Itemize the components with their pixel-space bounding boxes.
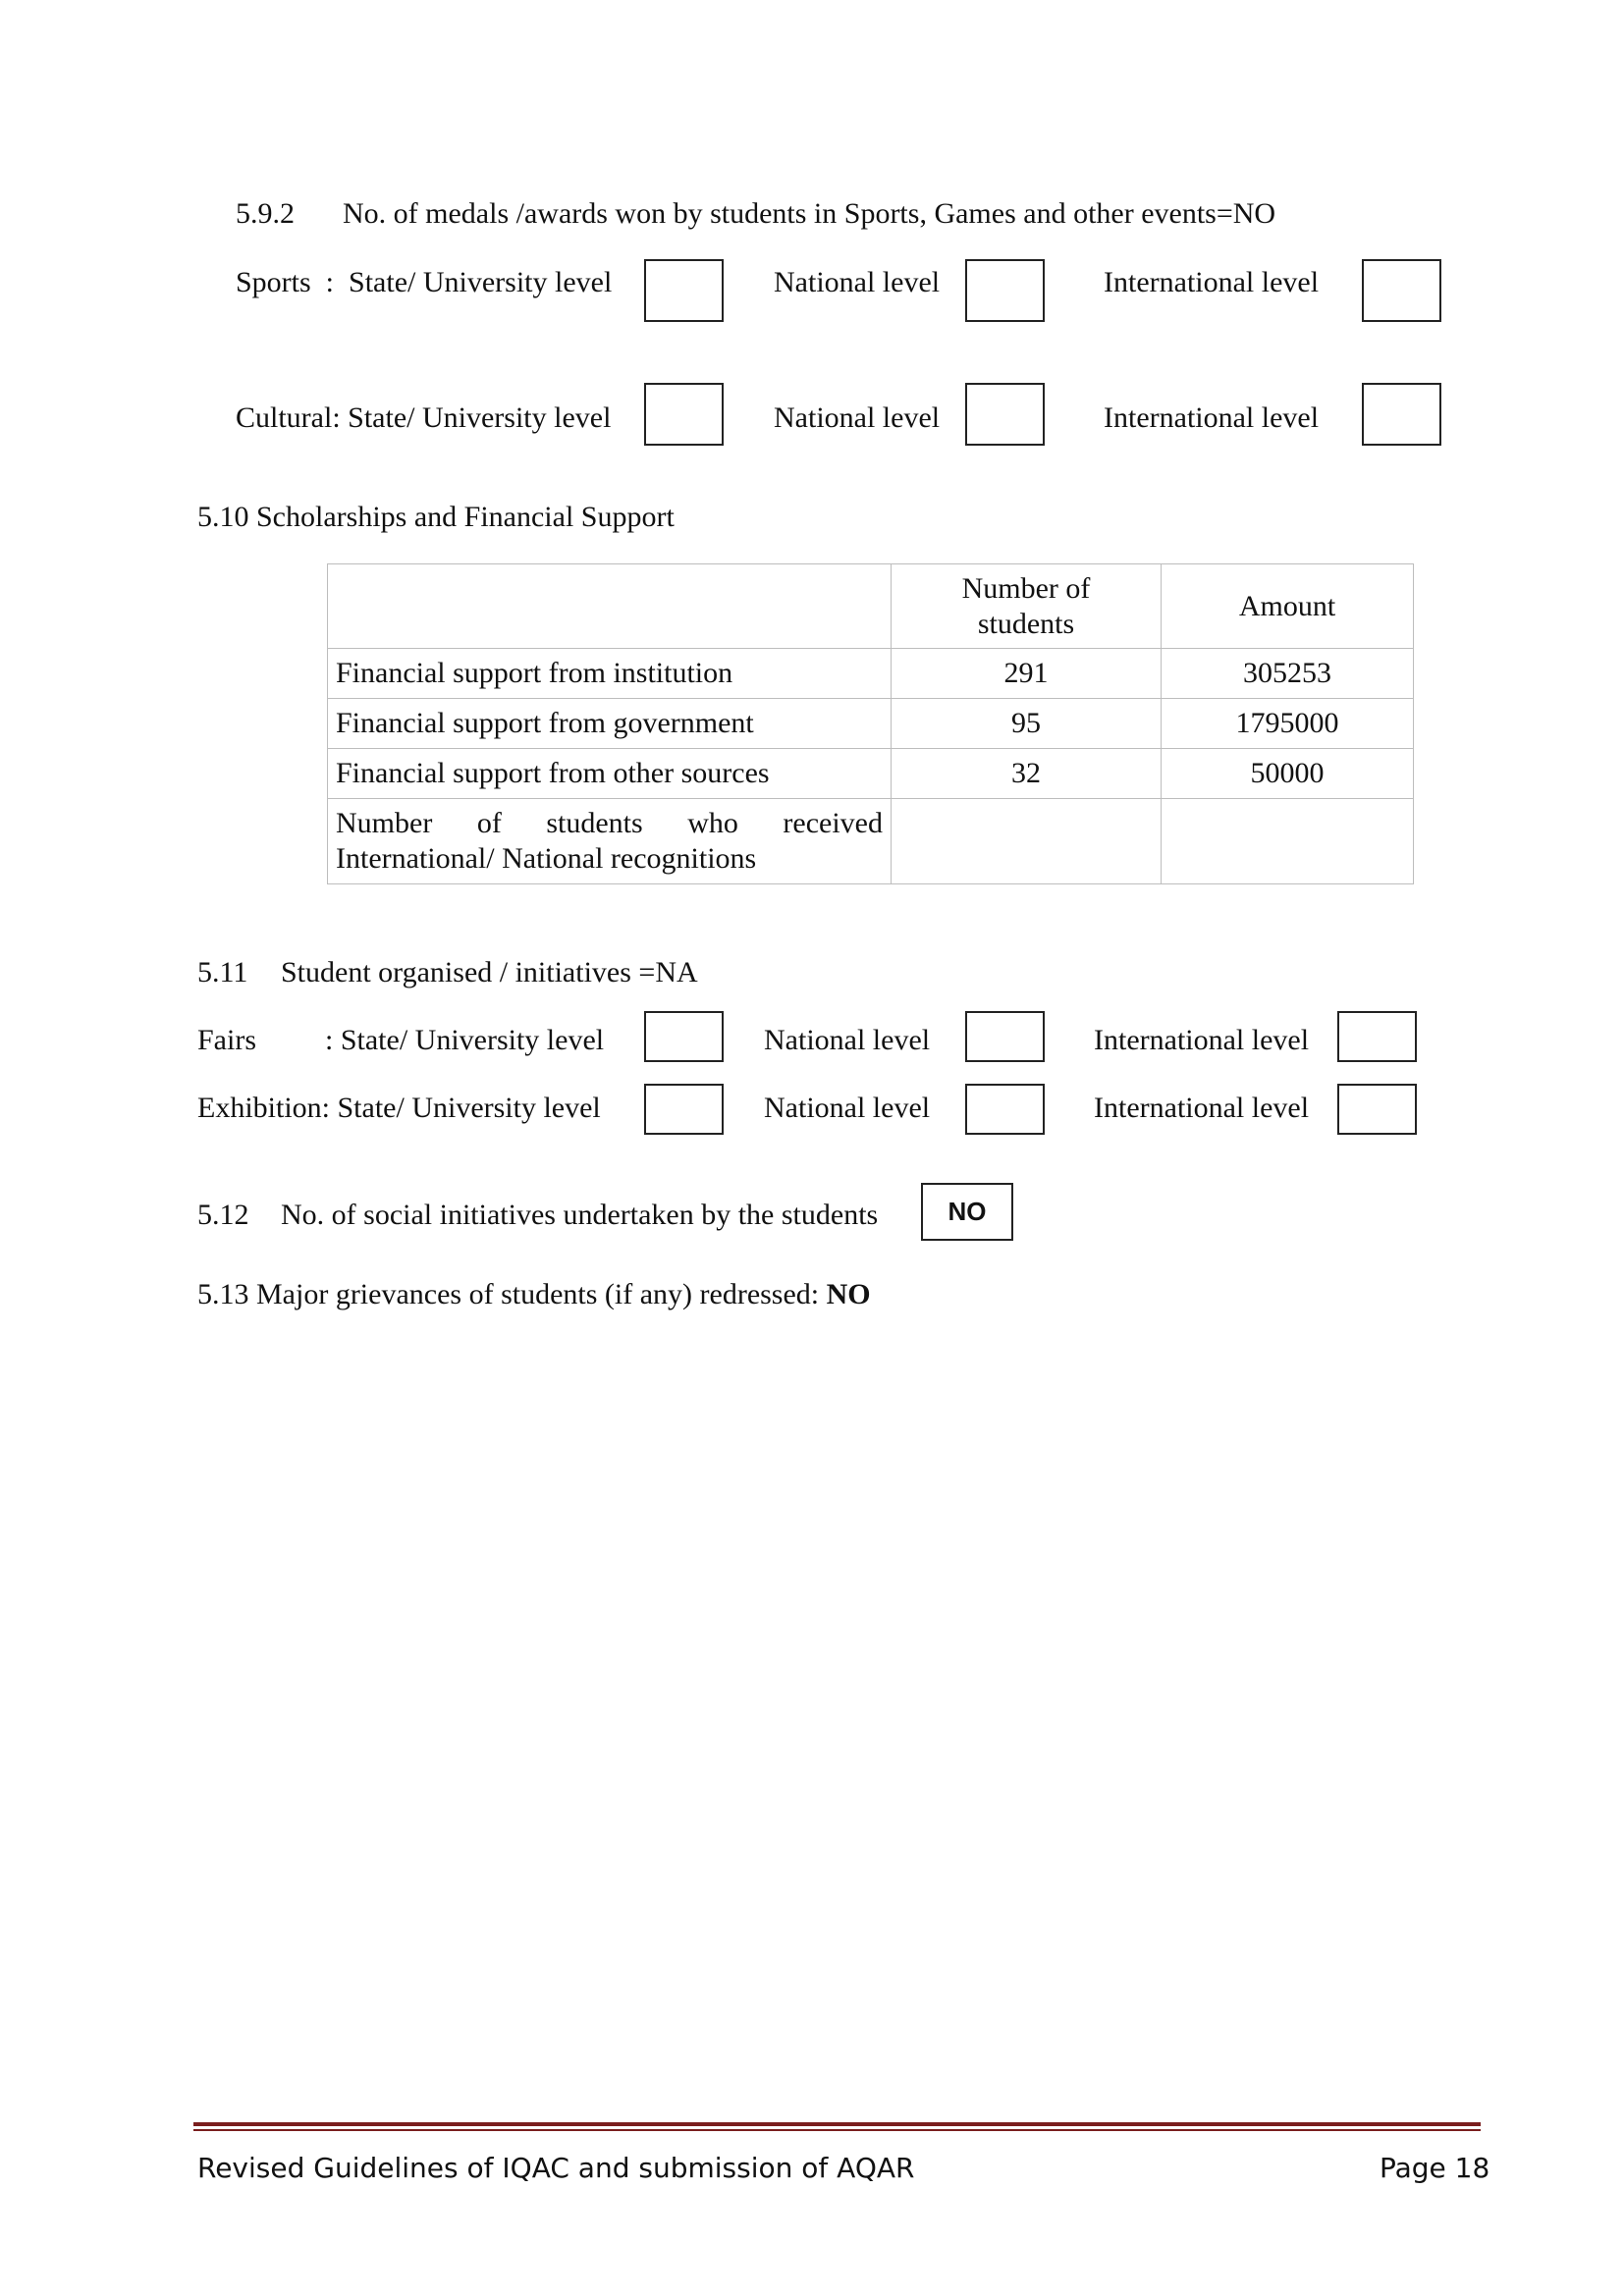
section-title-5-13: 5.13 Major grievances of students (if any) redressed: [197, 1278, 820, 1310]
cultural-national-box[interactable] [965, 383, 1045, 446]
section-title-5-11: Student organised / initiatives =NA [281, 956, 698, 988]
header-number-of-students [892, 564, 1162, 649]
footer-rule [193, 2122, 1481, 2126]
grievances-value: NO [826, 1278, 871, 1310]
section-heading-5-10: 5.10 Scholarships and Financial Support [197, 501, 675, 533]
cultural-international-box[interactable] [1362, 383, 1441, 446]
cultural-international-label: International level [1104, 401, 1320, 434]
cultural-state-label: Cultural: State/ University level [236, 401, 612, 434]
section-title-5-12: No. of social initiatives undertaken by the students [281, 1199, 879, 1231]
exhibition-national-box[interactable] [965, 1084, 1045, 1135]
row-label: Financial support from government [328, 699, 892, 749]
fairs-state-label: : State/ University level [325, 1024, 605, 1056]
fairs-international-box[interactable] [1337, 1011, 1417, 1062]
row-students [892, 799, 1162, 884]
row-amount: 1795000 [1162, 699, 1414, 749]
row-amount [1162, 799, 1414, 884]
row-label: Financial support from institution [328, 649, 892, 699]
footer-rule-thin [193, 2129, 1481, 2131]
header-number-of-students-text: Number of students [961, 571, 1091, 640]
cultural-state-box[interactable] [644, 383, 724, 446]
sports-state-box[interactable] [644, 259, 724, 322]
exhibition-state-label: Exhibition: State/ University level [197, 1092, 601, 1124]
table-row [328, 699, 1414, 749]
header-amount: Amount [1162, 564, 1414, 649]
fairs-international-label: International level [1094, 1024, 1310, 1056]
table-row [328, 799, 1414, 884]
exhibition-international-box[interactable] [1337, 1084, 1417, 1135]
sports-international-label: International level [1104, 266, 1320, 298]
exhibition-state-box[interactable] [644, 1084, 724, 1135]
row-amount: 305253 [1162, 649, 1414, 699]
sports-state-label: Sports : State/ University level [236, 266, 613, 298]
financial-support-table [327, 563, 1414, 884]
sports-national-label: National level [774, 266, 941, 298]
fairs-national-label: National level [764, 1024, 931, 1056]
social-initiatives-value-box[interactable]: NO [921, 1183, 1013, 1241]
table-row [328, 749, 1414, 799]
exhibition-international-label: International level [1094, 1092, 1310, 1124]
section-number-5-11: 5.11 [197, 956, 248, 988]
fairs-label: Fairs [197, 1024, 256, 1056]
sports-international-box[interactable] [1362, 259, 1441, 322]
row-label-cell [328, 799, 892, 884]
cultural-national-label: National level [774, 401, 941, 434]
section-number-5-12: 5.12 [197, 1199, 249, 1231]
table-row [328, 649, 1414, 699]
section-5-13 [197, 1277, 871, 1312]
row-amount: 50000 [1162, 749, 1414, 799]
row-students: 95 [892, 699, 1162, 749]
fairs-state-box[interactable] [644, 1011, 724, 1062]
fairs-national-box[interactable] [965, 1011, 1045, 1062]
section-number-5-9-2: 5.9.2 [236, 197, 295, 230]
exhibition-national-label: National level [764, 1092, 931, 1124]
row-students: 291 [892, 649, 1162, 699]
table-header-row [328, 564, 1414, 649]
sports-national-box[interactable] [965, 259, 1045, 322]
header-blank-cell [328, 564, 892, 649]
row-label: Number of students who received International/ National recognitions [336, 807, 883, 875]
footer-page-number: Page 18 [1380, 2152, 1490, 2184]
footer-title: Revised Guidelines of IQAC and submission of AQAR [197, 2152, 915, 2184]
section-title-5-9-2: No. of medals /awards won by students in Sports, Games and other events=NO [343, 197, 1276, 230]
row-label: Financial support from other sources [328, 749, 892, 799]
row-students: 32 [892, 749, 1162, 799]
